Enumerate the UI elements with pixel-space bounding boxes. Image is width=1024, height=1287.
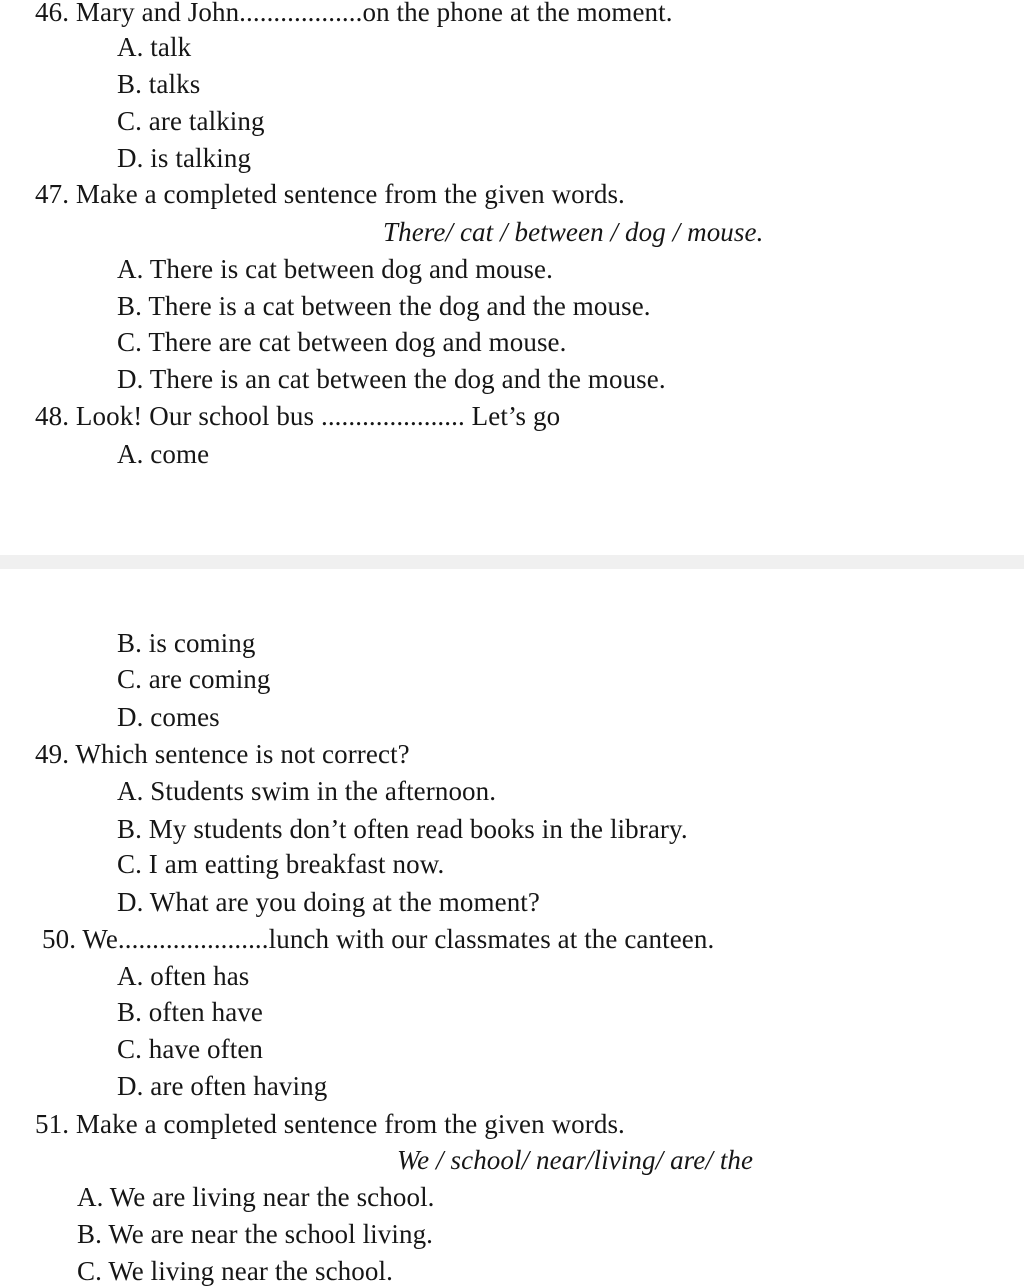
q46-stem: 46. Mary and John..................on the phone at the moment. [35,0,673,27]
q48-option-b: B. is coming [117,628,256,658]
q49-option-a: A. Students swim in the afternoon. [117,776,497,806]
page-split-divider [0,555,1024,569]
q48-option-d: D. comes [117,702,220,732]
q48-stem: 48. Look! Our school bus ..................... Let’s go [35,401,561,431]
q46-option-c: C. are talking [117,106,265,136]
q46-option-b: B. talks [117,69,201,99]
q46-option-a: A. talk [117,32,192,62]
q48-option-a: A. come [117,439,210,469]
q49-option-d: D. What are you doing at the moment? [117,887,540,917]
q50-option-c: C. have often [117,1034,264,1064]
q46-option-d: D. is talking [117,143,252,173]
q49-option-b: B. My students don’t often read books in the library. [117,814,688,844]
q50-stem: 50. We......................lunch with our classmates at the canteen. [42,924,715,954]
q47-option-d: D. There is an cat between the dog and the mouse. [117,364,666,394]
q51-option-b: B. We are near the school living. [77,1219,434,1249]
q50-option-a: A. often has [117,961,250,991]
q50-option-b: B. often have [117,997,264,1027]
q47-stem: 47. Make a completed sentence from the given words. [35,179,625,209]
q51-prompt: We / school/ near/living/ are/ the [397,1145,754,1175]
q51-option-a: A. We are living near the school. [77,1182,435,1212]
q49-stem: 49. Which sentence is not correct? [35,739,410,769]
q47-prompt: There/ cat / between / dog / mouse. [383,217,764,247]
q47-option-c: C. There are cat between dog and mouse. [117,327,567,357]
q49-option-c: C. I am eatting breakfast now. [117,849,445,879]
q47-option-a: A. There is cat between dog and mouse. [117,254,553,284]
q51-stem: 51. Make a completed sentence from the given words. [35,1109,625,1139]
q47-option-b: B. There is a cat between the dog and the mouse. [117,291,651,321]
q51-option-c: C. We living near the school. [77,1256,393,1286]
q50-option-d: D. are often having [117,1071,328,1101]
q48-option-c: C. are coming [117,664,271,694]
